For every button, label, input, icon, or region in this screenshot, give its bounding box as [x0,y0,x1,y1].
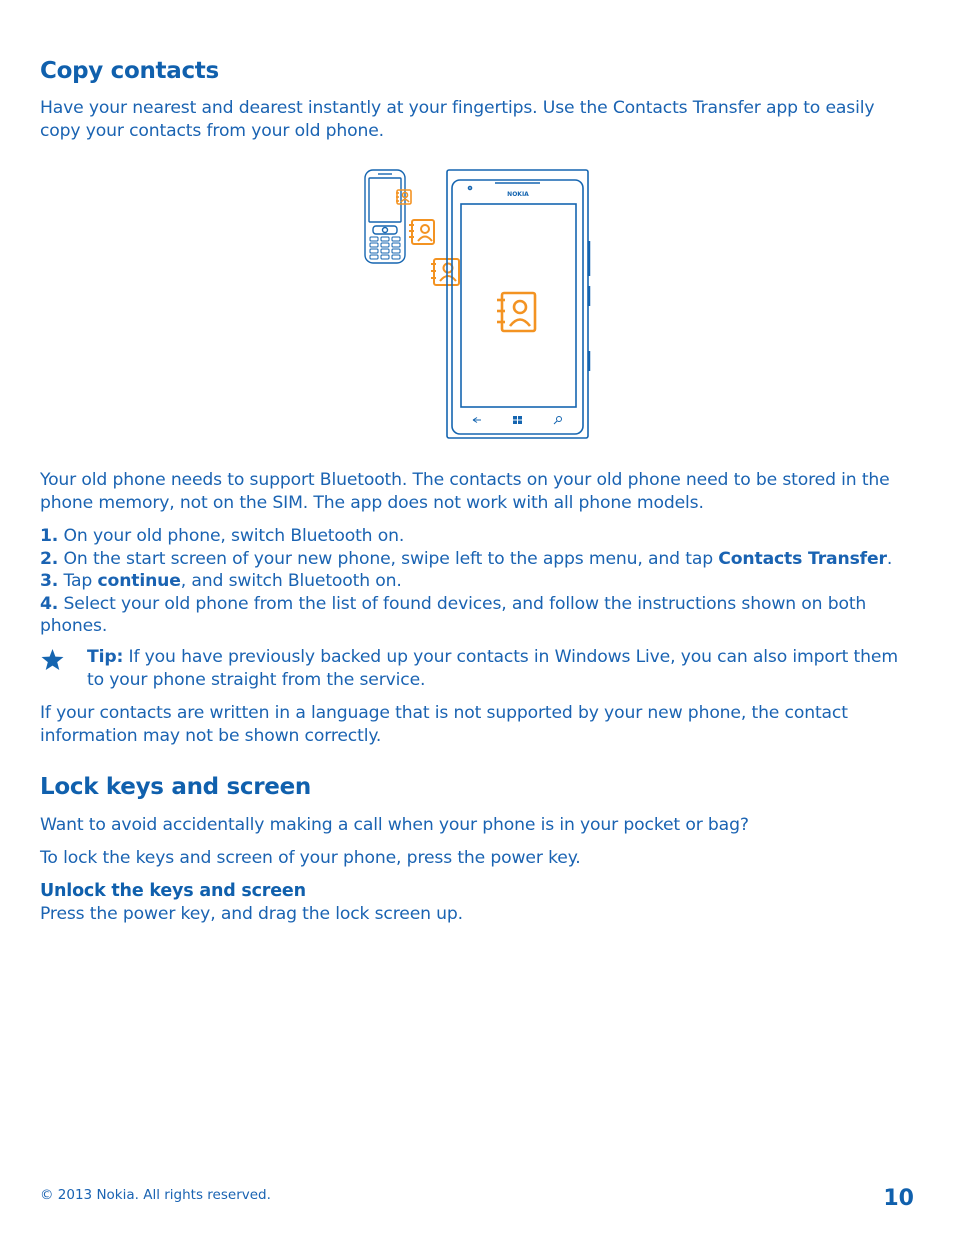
step-emphasis: continue [97,571,181,591]
contact-card-icon-large [497,293,535,331]
star-icon [40,648,65,672]
lock-intro-paragraph: Want to avoid accidentally making a call when your phone is in your pocket or bag? [40,815,749,835]
step-number: 4. [40,593,59,614]
bluetooth-support-paragraph [40,469,890,514]
step-4 [40,593,920,616]
contact-card-icon-medium [409,220,434,244]
step-text: On your old phone, switch Bluetooth on. [63,526,405,546]
step-1 [40,525,920,548]
tip-line-1 [87,646,898,669]
tip-paragraph [87,646,898,691]
tip-label: Tip: [87,647,124,667]
subheading-unlock: Unlock the keys and screen [40,881,306,901]
intro-paragraph [40,97,874,142]
note-line-2: information may not be shown correctly. [40,725,382,746]
step-text: Select your old phone from the list of found devices, and follow the instructions shown on both [63,593,867,614]
lock-instruction-paragraph: To lock the keys and screen of your phone, press the power key. [40,848,581,868]
step-number: 1. [40,526,59,546]
step-text-end: . [886,548,893,569]
note-line-1: If your contacts are written in a language that is not supported by your new phone, the contact [40,703,848,723]
intro-line-1: Have your nearest and dearest instantly at your fingertips. Use the Contacts Transfer app to easily [40,98,875,118]
step-text-end: , and switch Bluetooth on. [180,571,402,591]
step-text: Tap [63,571,98,591]
step-number: 3. [40,571,59,591]
step-3 [40,570,920,593]
step-4-continued: phones. [40,616,108,636]
section-heading-lock-keys: Lock keys and screen [40,774,311,800]
intro-line-2: copy your contacts from your old phone. [40,120,384,141]
contact-card-icon-small [396,190,411,204]
steps-list [40,525,920,638]
step-emphasis: Contacts Transfer [718,548,887,569]
old-phone-icon [365,170,405,263]
tip-line-2: to your phone straight from the service. [87,669,426,690]
tip-text: If you have previously backed up your contacts in Windows Live, you can also import them [128,647,898,667]
step-text: On the start screen of your new phone, swipe left to the apps menu, and tap [63,548,719,569]
step-number: 2. [40,548,59,569]
copyright-footer: © 2013 Nokia. All rights reserved. [40,1187,271,1203]
page-number: 10 [883,1186,914,1211]
language-note-paragraph [40,702,848,747]
contact-card-icon-medium-2 [431,259,459,285]
new-phone-icon [447,170,589,438]
contacts-transfer-illustration [360,166,595,444]
section-heading-copy-contacts: Copy contacts [40,58,219,84]
support-line-2: phone memory, not on the SIM. The app does not work with all phone models. [40,492,704,513]
step-2 [40,548,920,571]
support-line-1: Your old phone needs to support Bluetooth. The contacts on your old phone need to be stored in the [40,470,890,490]
brand-label: NOKIA [507,191,529,198]
unlock-instruction-paragraph: Press the power key, and drag the lock screen up. [40,904,463,924]
